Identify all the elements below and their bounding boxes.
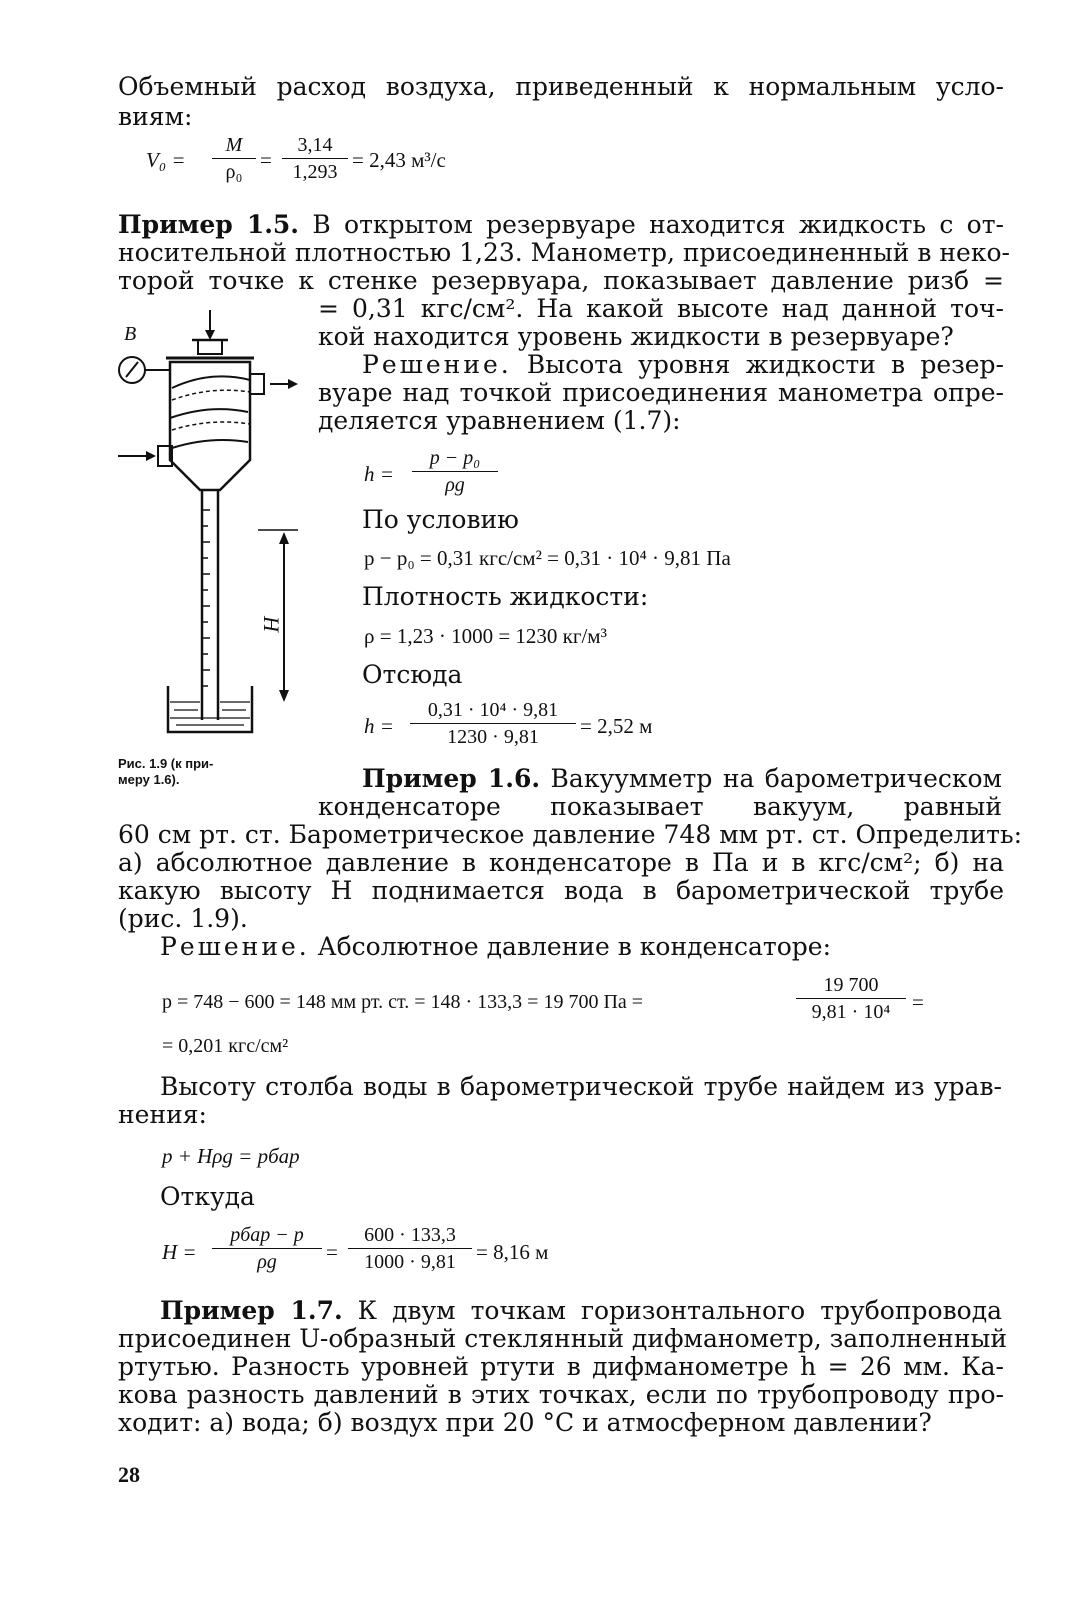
text-line: Плотность жидкости: bbox=[362, 582, 649, 611]
caption-line: меру 1.6). bbox=[118, 772, 180, 787]
text-run: Вакуумметр на барометрическом bbox=[540, 764, 1002, 793]
solution-word: Решение. bbox=[160, 932, 310, 961]
text-line: (рис. 1.9). bbox=[118, 904, 248, 933]
text-line: 60 см рт. ст. Барометрическое давление 748 мм рт. ст. Определить: bbox=[118, 820, 1023, 849]
caption-line: Рис. 1.9 (к при- bbox=[118, 756, 214, 771]
denominator: ρ₀ bbox=[225, 161, 243, 183]
formula-lhs: V₀ = bbox=[146, 148, 186, 172]
text-line: кой находится уровень жидкости в резервуаре? bbox=[318, 322, 954, 351]
denominator: 1000 · 9,81 bbox=[364, 1251, 456, 1273]
denominator: ρg bbox=[257, 1251, 277, 1273]
denominator: 1230 · 9,81 bbox=[447, 726, 539, 748]
equals: = bbox=[260, 148, 272, 172]
solution-word: Решение. bbox=[362, 350, 512, 379]
formula-condition: p − p₀ = 0,31 кгс/см² = 0,31 · 10⁴ · 9,81 Па bbox=[364, 546, 731, 570]
text-line: конденсаторе показывает вакуум, равный bbox=[318, 792, 1002, 821]
equals: = bbox=[326, 1240, 338, 1264]
text-line: = 0,31 кгс/см². На какой высоте над данной точ- bbox=[318, 294, 1004, 323]
figure-label-h: H bbox=[259, 616, 284, 632]
example-label: Пример 1.7. bbox=[160, 1296, 343, 1325]
text-line: Отсюда bbox=[362, 660, 463, 689]
formula-rhs: = 8,16 м bbox=[476, 1240, 549, 1264]
text-line: торой точке к стенке резервуара, показывает давление pизб = bbox=[118, 266, 1004, 295]
fraction bbox=[282, 134, 348, 183]
formula-p-text: p = 748 − 600 = 148 мм рт. ст. = 148 · 133,3 = 19 700 Па = bbox=[162, 991, 644, 1013]
formula-rhs: = 2,43 м³/с bbox=[352, 148, 446, 172]
denominator: 1,293 bbox=[292, 161, 338, 183]
fraction bbox=[348, 1224, 472, 1273]
denominator: ρg bbox=[445, 474, 465, 496]
fraction bbox=[412, 447, 498, 496]
formula-rhs: = 2,52 м bbox=[580, 714, 653, 738]
text-run: В открытом резервуаре находится жидкость с от- bbox=[299, 210, 1004, 239]
formula-equation: p + Hρg = pбар bbox=[162, 1144, 300, 1168]
text-line: носительной плотностью 1,23. Манометр, присоединенный в неко- bbox=[118, 238, 1010, 267]
numerator: 0,31 · 10⁴ · 9,81 bbox=[410, 699, 576, 724]
text-line: Высоту столба воды в барометрической трубе найдем из урав- bbox=[160, 1072, 1002, 1101]
text-line bbox=[160, 932, 1002, 962]
numerator: M bbox=[212, 134, 256, 159]
example-label: Пример 1.5. bbox=[118, 210, 300, 239]
formula-lhs: h = bbox=[364, 462, 394, 486]
figure-label-b: B bbox=[124, 323, 137, 345]
equals: = bbox=[912, 990, 924, 1014]
text-line: Откуда bbox=[160, 1182, 255, 1211]
numerator: pбар − p bbox=[212, 1224, 322, 1249]
text-line: вуаре над точкой присоединения манометра опре- bbox=[318, 378, 1004, 407]
barometric-condenser-figure bbox=[110, 300, 310, 745]
text-line: какую высоту H поднимается вода в барометрической трубе bbox=[118, 876, 1004, 905]
formula-lhs: h = bbox=[364, 714, 394, 738]
numerator: 600 · 133,3 bbox=[348, 1224, 472, 1249]
text-line: Объемный расход воздуха, приведенный к нормальным усло- bbox=[118, 72, 1004, 101]
text-line bbox=[362, 764, 1002, 794]
text-line: а) абсолютное давление в конденсаторе в Па и в кгс/см²; б) на bbox=[118, 848, 1004, 877]
formula-density: ρ = 1,23 · 1000 = 1230 кг/м³ bbox=[364, 624, 607, 648]
text-line: кова разность давлений в этих точках, если по трубопроводу про- bbox=[118, 1380, 1004, 1409]
text-line: нения: bbox=[118, 1100, 207, 1129]
denominator: 9,81 · 10⁴ bbox=[811, 1001, 891, 1023]
text-run: Высота уровня жидкости в резер- bbox=[511, 350, 1004, 379]
text-run: К двум точкам горизонтального трубопровода bbox=[342, 1296, 1002, 1325]
fraction bbox=[796, 974, 906, 1023]
figure-caption bbox=[118, 756, 213, 788]
page-number: 28 bbox=[118, 1462, 140, 1487]
text-line: По условию bbox=[362, 505, 519, 534]
numerator: 3,14 bbox=[282, 134, 348, 159]
formula-lhs: H = bbox=[162, 1240, 197, 1264]
text-line: присоединен U-образный стеклянный дифманометр, заполненный bbox=[118, 1324, 1008, 1353]
example-label: Пример 1.6. bbox=[362, 764, 541, 793]
numerator: p − p₀ bbox=[412, 447, 498, 472]
text-line: деляется уравнением (1.7): bbox=[318, 406, 681, 435]
text-line: ртутью. Разность уровней ртути в дифманометре h = 26 мм. Ка- bbox=[118, 1352, 1004, 1381]
text-line bbox=[160, 1296, 1002, 1326]
fraction bbox=[212, 1224, 322, 1273]
text-run: Абсолютное давление в конденсаторе: bbox=[309, 932, 831, 961]
fraction bbox=[410, 699, 576, 748]
fraction bbox=[212, 134, 256, 183]
text-line: виям: bbox=[118, 102, 193, 131]
text-line bbox=[362, 350, 1004, 380]
formula-p-result: = 0,201 кгс/см² bbox=[162, 1035, 289, 1057]
numerator: 19 700 bbox=[796, 974, 906, 999]
text-line: ходит: а) вода; б) воздух при 20 °С и атмосферном давлении? bbox=[118, 1408, 932, 1437]
text-line bbox=[118, 210, 1004, 240]
